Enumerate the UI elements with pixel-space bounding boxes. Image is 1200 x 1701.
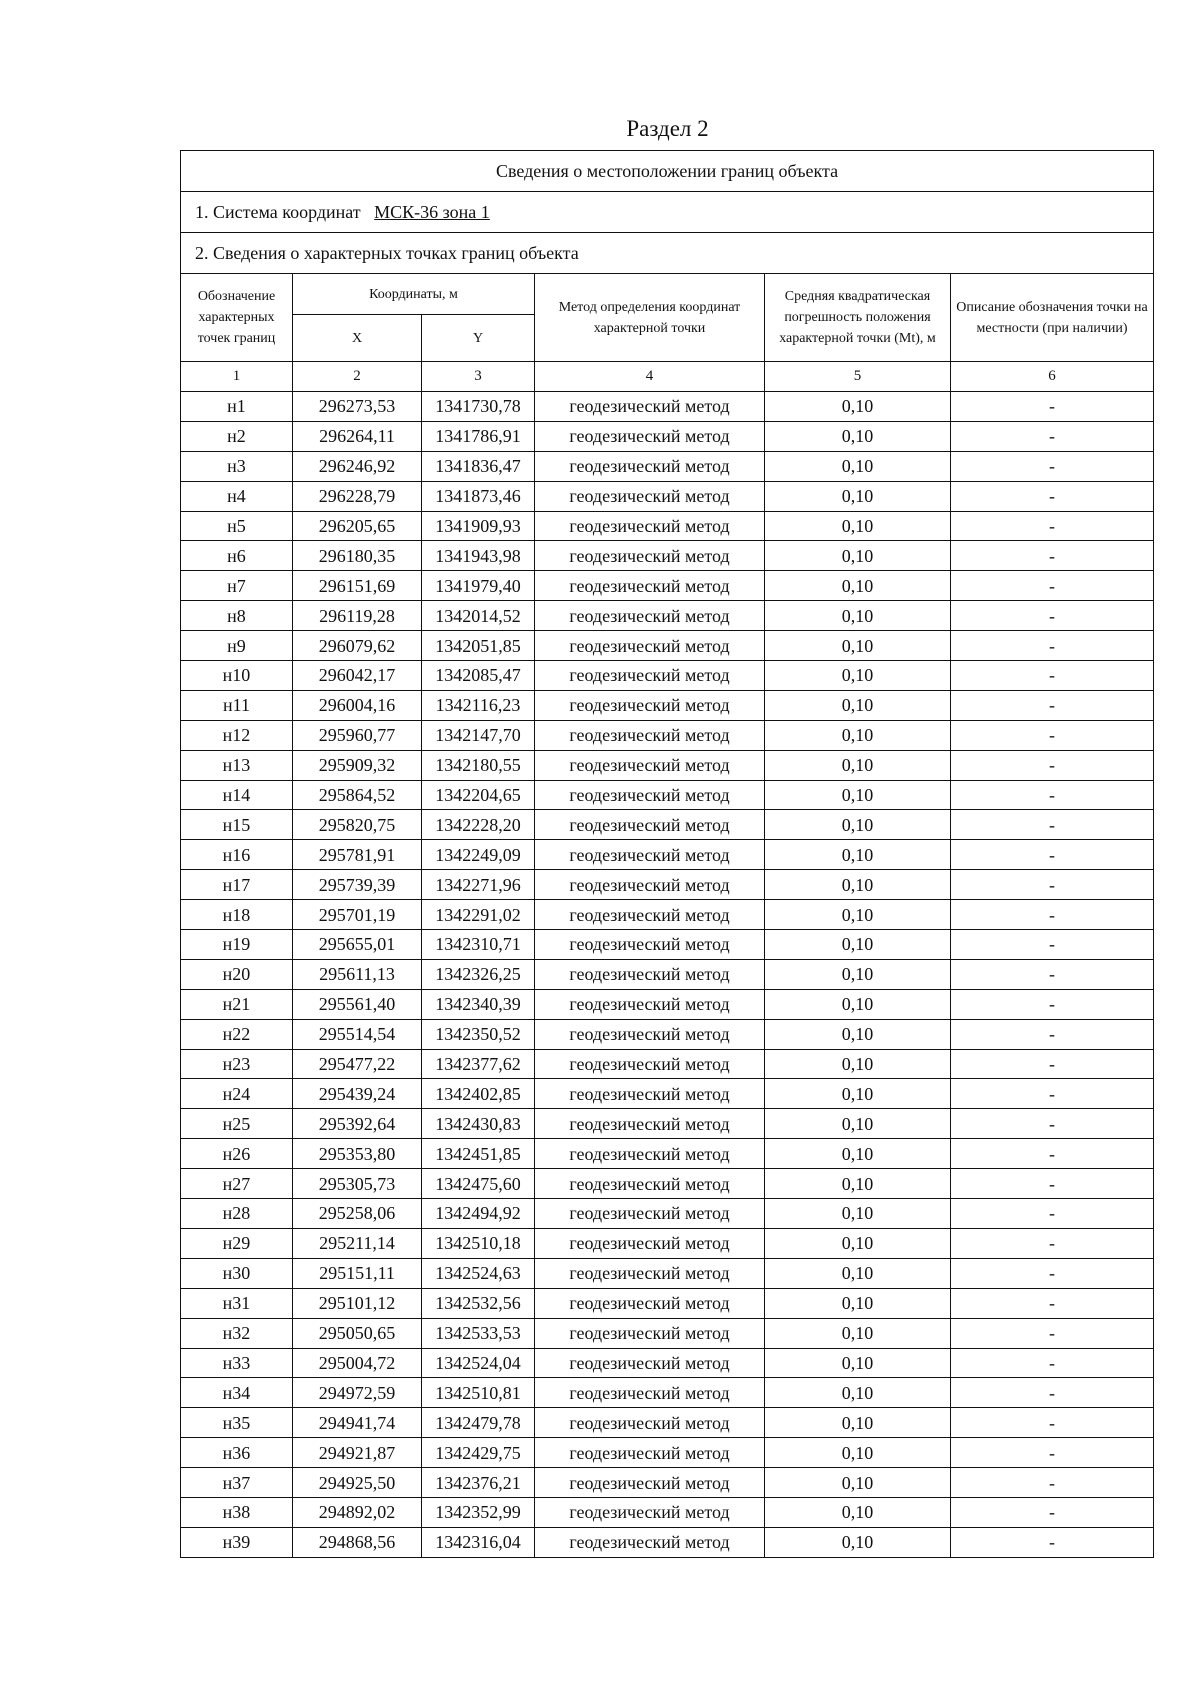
description: - (951, 1497, 1154, 1527)
description: - (951, 1378, 1154, 1408)
method: геодезический метод (535, 481, 765, 511)
column-number: 2 (293, 362, 422, 392)
point-id: н21 (181, 989, 293, 1019)
header-designation: Обозначение характерных точек границ (181, 274, 293, 362)
table-row (181, 810, 1154, 840)
point-id: н24 (181, 1079, 293, 1109)
table-row (181, 1019, 1154, 1049)
table-row (181, 571, 1154, 601)
table-row (181, 959, 1154, 989)
description: - (951, 930, 1154, 960)
column-number: 6 (951, 362, 1154, 392)
method: геодезический метод (535, 989, 765, 1019)
coord-x: 294925,50 (293, 1468, 422, 1498)
point-id: н19 (181, 930, 293, 960)
error: 0,10 (765, 750, 951, 780)
coord-x: 296042,17 (293, 661, 422, 691)
description: - (951, 720, 1154, 750)
coord-x: 295004,72 (293, 1348, 422, 1378)
error: 0,10 (765, 810, 951, 840)
error: 0,10 (765, 1527, 951, 1557)
point-id: н35 (181, 1408, 293, 1438)
description: - (951, 1408, 1154, 1438)
point-id: н3 (181, 451, 293, 481)
error: 0,10 (765, 1318, 951, 1348)
coord-y: 1342510,81 (422, 1378, 535, 1408)
method: геодезический метод (535, 661, 765, 691)
table-row (181, 661, 1154, 691)
coord-x: 295514,54 (293, 1019, 422, 1049)
method: геодезический метод (535, 959, 765, 989)
description: - (951, 1527, 1154, 1557)
method: геодезический метод (535, 750, 765, 780)
point-id: н34 (181, 1378, 293, 1408)
point-id: н6 (181, 541, 293, 571)
point-id: н2 (181, 421, 293, 451)
method: геодезический метод (535, 601, 765, 631)
header-coords: Координаты, м (293, 274, 535, 315)
description: - (951, 780, 1154, 810)
coord-y: 1342350,52 (422, 1019, 535, 1049)
description: - (951, 750, 1154, 780)
method: геодезический метод (535, 720, 765, 750)
coord-x: 296246,92 (293, 451, 422, 481)
error: 0,10 (765, 900, 951, 930)
method: геодезический метод (535, 1019, 765, 1049)
coord-x: 294941,74 (293, 1408, 422, 1438)
table-row (181, 481, 1154, 511)
coord-y: 1342510,18 (422, 1228, 535, 1258)
coord-y: 1341730,78 (422, 392, 535, 422)
point-id: н20 (181, 959, 293, 989)
point-id: н37 (181, 1468, 293, 1498)
table-row (181, 511, 1154, 541)
coord-y: 1342051,85 (422, 631, 535, 661)
coord-system-row (181, 192, 1154, 233)
error: 0,10 (765, 1109, 951, 1139)
coord-y: 1342479,78 (422, 1408, 535, 1438)
table-row (181, 1348, 1154, 1378)
point-id: н36 (181, 1438, 293, 1468)
error: 0,10 (765, 661, 951, 691)
point-id: н27 (181, 1169, 293, 1199)
description: - (951, 690, 1154, 720)
description: - (951, 571, 1154, 601)
coord-x: 295151,11 (293, 1258, 422, 1288)
error: 0,10 (765, 601, 951, 631)
method: геодезический метод (535, 690, 765, 720)
coord-y: 1341979,40 (422, 571, 535, 601)
point-id: н32 (181, 1318, 293, 1348)
table-row (181, 750, 1154, 780)
coord-system-label: 1. Система координат (195, 201, 361, 222)
table-row (181, 900, 1154, 930)
table-row (181, 1408, 1154, 1438)
error: 0,10 (765, 1288, 951, 1318)
method: геодезический метод (535, 930, 765, 960)
error: 0,10 (765, 690, 951, 720)
point-id: н17 (181, 870, 293, 900)
description: - (951, 1318, 1154, 1348)
method: геодезический метод (535, 1228, 765, 1258)
point-id: н30 (181, 1258, 293, 1288)
method: геодезический метод (535, 451, 765, 481)
error: 0,10 (765, 1408, 951, 1438)
coord-x: 296119,28 (293, 601, 422, 631)
column-number: 1 (181, 362, 293, 392)
error: 0,10 (765, 571, 951, 601)
coord-x: 295781,91 (293, 840, 422, 870)
error: 0,10 (765, 1348, 951, 1378)
table-row (181, 1497, 1154, 1527)
table-row (181, 1079, 1154, 1109)
point-id: н9 (181, 631, 293, 661)
coord-x: 296004,16 (293, 690, 422, 720)
method: геодезический метод (535, 1288, 765, 1318)
description: - (951, 481, 1154, 511)
point-id: н12 (181, 720, 293, 750)
coord-x: 296273,53 (293, 392, 422, 422)
method: геодезический метод (535, 870, 765, 900)
table-row (181, 930, 1154, 960)
table-row (181, 840, 1154, 870)
method: геодезический метод (535, 1079, 765, 1109)
method: геодезический метод (535, 1318, 765, 1348)
coord-y: 1342228,20 (422, 810, 535, 840)
header-method: Метод определения координат характерной точки (535, 274, 765, 362)
point-id: н4 (181, 481, 293, 511)
point-id: н8 (181, 601, 293, 631)
table-row (181, 451, 1154, 481)
error: 0,10 (765, 1079, 951, 1109)
coord-x: 295561,40 (293, 989, 422, 1019)
coord-x: 295439,24 (293, 1079, 422, 1109)
section-title: Раздел 2 (626, 116, 709, 141)
point-id: н25 (181, 1109, 293, 1139)
coord-y: 1342310,71 (422, 930, 535, 960)
table-row (181, 1438, 1154, 1468)
error: 0,10 (765, 930, 951, 960)
coord-y: 1342014,52 (422, 601, 535, 631)
method: геодезический метод (535, 1497, 765, 1527)
error: 0,10 (765, 1468, 951, 1498)
error: 0,10 (765, 870, 951, 900)
table-row (181, 1199, 1154, 1229)
error: 0,10 (765, 481, 951, 511)
coord-y: 1342377,62 (422, 1049, 535, 1079)
description: - (951, 661, 1154, 691)
coord-y: 1342085,47 (422, 661, 535, 691)
header-error: Средняя квадратическая погрешность положения характерной точки (Mt), м (765, 274, 951, 362)
header-description: Описание обозначения точки на местности (при наличии) (951, 274, 1154, 362)
description: - (951, 541, 1154, 571)
coord-x: 295701,19 (293, 900, 422, 930)
method: геодезический метод (535, 810, 765, 840)
column-number: 5 (765, 362, 951, 392)
coord-y: 1342429,75 (422, 1438, 535, 1468)
table-row (181, 720, 1154, 750)
coord-y: 1342533,53 (422, 1318, 535, 1348)
point-id: н10 (181, 661, 293, 691)
point-id: н33 (181, 1348, 293, 1378)
error: 0,10 (765, 1497, 951, 1527)
coord-x: 295353,80 (293, 1139, 422, 1169)
table-row (181, 1527, 1154, 1557)
description: - (951, 1288, 1154, 1318)
table-row (181, 1378, 1154, 1408)
table-row (181, 631, 1154, 661)
error: 0,10 (765, 1049, 951, 1079)
method: геодезический метод (535, 1109, 765, 1139)
table-row (181, 421, 1154, 451)
table-title: Сведения о местоположении границ объекта (181, 151, 1154, 192)
point-id: н23 (181, 1049, 293, 1079)
coord-x: 295739,39 (293, 870, 422, 900)
coord-y: 1342326,25 (422, 959, 535, 989)
column-number: 3 (422, 362, 535, 392)
point-id: н26 (181, 1139, 293, 1169)
method: геодезический метод (535, 900, 765, 930)
method: геодезический метод (535, 840, 765, 870)
coord-y: 1342340,39 (422, 989, 535, 1019)
coord-y: 1341786,91 (422, 421, 535, 451)
table-row (181, 1109, 1154, 1139)
method: геодезический метод (535, 1199, 765, 1229)
point-id: н7 (181, 571, 293, 601)
description: - (951, 631, 1154, 661)
coord-y: 1342524,63 (422, 1258, 535, 1288)
description: - (951, 989, 1154, 1019)
description: - (951, 392, 1154, 422)
description: - (951, 1348, 1154, 1378)
error: 0,10 (765, 959, 951, 989)
coord-x: 295820,75 (293, 810, 422, 840)
point-id: н1 (181, 392, 293, 422)
point-id: н13 (181, 750, 293, 780)
table-row (181, 1139, 1154, 1169)
coord-x: 294868,56 (293, 1527, 422, 1557)
points-title: 2. Сведения о характерных точках границ объекта (181, 233, 1154, 274)
error: 0,10 (765, 1258, 951, 1288)
point-id: н5 (181, 511, 293, 541)
coord-y: 1342494,92 (422, 1199, 535, 1229)
method: геодезический метод (535, 1258, 765, 1288)
coord-x: 296228,79 (293, 481, 422, 511)
point-id: н39 (181, 1527, 293, 1557)
error: 0,10 (765, 631, 951, 661)
coord-x: 294921,87 (293, 1438, 422, 1468)
point-id: н15 (181, 810, 293, 840)
coord-y: 1342402,85 (422, 1079, 535, 1109)
table-row (181, 601, 1154, 631)
description: - (951, 421, 1154, 451)
coord-x: 295392,64 (293, 1109, 422, 1139)
coord-y: 1342532,56 (422, 1288, 535, 1318)
coord-y: 1341943,98 (422, 541, 535, 571)
error: 0,10 (765, 511, 951, 541)
coord-system-value: МСК-36 зона 1 (374, 201, 490, 222)
error: 0,10 (765, 840, 951, 870)
coord-x: 294892,02 (293, 1497, 422, 1527)
coord-y: 1342430,83 (422, 1109, 535, 1139)
coord-y: 1342180,55 (422, 750, 535, 780)
description: - (951, 1199, 1154, 1229)
coord-y: 1342524,04 (422, 1348, 535, 1378)
table-row (181, 1318, 1154, 1348)
point-id: н29 (181, 1228, 293, 1258)
method: геодезический метод (535, 1348, 765, 1378)
coord-y: 1341836,47 (422, 451, 535, 481)
description: - (951, 1049, 1154, 1079)
coord-x: 295101,12 (293, 1288, 422, 1318)
error: 0,10 (765, 421, 951, 451)
table-row (181, 989, 1154, 1019)
description: - (951, 1468, 1154, 1498)
table-row (181, 780, 1154, 810)
coord-x: 295611,13 (293, 959, 422, 989)
coord-y: 1342475,60 (422, 1169, 535, 1199)
coord-x: 296151,69 (293, 571, 422, 601)
description: - (951, 1169, 1154, 1199)
coord-y: 1342291,02 (422, 900, 535, 930)
description: - (951, 959, 1154, 989)
method: геодезический метод (535, 1139, 765, 1169)
error: 0,10 (765, 1169, 951, 1199)
description: - (951, 1019, 1154, 1049)
error: 0,10 (765, 1199, 951, 1229)
error: 0,10 (765, 1228, 951, 1258)
coord-x: 295050,65 (293, 1318, 422, 1348)
coord-x: 296205,65 (293, 511, 422, 541)
error: 0,10 (765, 989, 951, 1019)
boundary-points-table (180, 150, 1154, 1558)
method: геодезический метод (535, 1049, 765, 1079)
coord-y: 1342451,85 (422, 1139, 535, 1169)
method: геодезический метод (535, 541, 765, 571)
method: геодезический метод (535, 511, 765, 541)
coord-x: 295305,73 (293, 1169, 422, 1199)
header-y: Y (422, 315, 535, 362)
coord-y: 1342376,21 (422, 1468, 535, 1498)
error: 0,10 (765, 1378, 951, 1408)
point-id: н16 (181, 840, 293, 870)
error: 0,10 (765, 541, 951, 571)
error: 0,10 (765, 1438, 951, 1468)
coord-y: 1342271,96 (422, 870, 535, 900)
coord-x: 295909,32 (293, 750, 422, 780)
method: геодезический метод (535, 780, 765, 810)
column-number: 4 (535, 362, 765, 392)
point-id: н22 (181, 1019, 293, 1049)
coord-x: 295655,01 (293, 930, 422, 960)
error: 0,10 (765, 1019, 951, 1049)
error: 0,10 (765, 1139, 951, 1169)
coord-y: 1342116,23 (422, 690, 535, 720)
method: геодезический метод (535, 571, 765, 601)
coord-y: 1342204,65 (422, 780, 535, 810)
coord-y: 1341909,93 (422, 511, 535, 541)
table-row (181, 392, 1154, 422)
table-row (181, 690, 1154, 720)
table-row (181, 1258, 1154, 1288)
method: геодезический метод (535, 1169, 765, 1199)
description: - (951, 900, 1154, 930)
description: - (951, 601, 1154, 631)
description: - (951, 1258, 1154, 1288)
coord-y: 1342249,09 (422, 840, 535, 870)
table-row (181, 1228, 1154, 1258)
description: - (951, 1228, 1154, 1258)
description: - (951, 840, 1154, 870)
description: - (951, 1109, 1154, 1139)
coord-x: 294972,59 (293, 1378, 422, 1408)
description: - (951, 1079, 1154, 1109)
table-row (181, 870, 1154, 900)
point-id: н18 (181, 900, 293, 930)
description: - (951, 870, 1154, 900)
coord-y: 1341873,46 (422, 481, 535, 511)
description: - (951, 1139, 1154, 1169)
table-row (181, 1169, 1154, 1199)
coord-y: 1342352,99 (422, 1497, 535, 1527)
table-row (181, 1468, 1154, 1498)
description: - (951, 810, 1154, 840)
description: - (951, 511, 1154, 541)
method: геодезический метод (535, 1527, 765, 1557)
table-row (181, 1049, 1154, 1079)
coord-x: 296180,35 (293, 541, 422, 571)
method: геодезический метод (535, 631, 765, 661)
coord-x: 296079,62 (293, 631, 422, 661)
method: геодезический метод (535, 1468, 765, 1498)
point-id: н31 (181, 1288, 293, 1318)
method: геодезический метод (535, 1408, 765, 1438)
point-id: н38 (181, 1497, 293, 1527)
header-x: X (293, 315, 422, 362)
description: - (951, 1438, 1154, 1468)
point-id: н14 (181, 780, 293, 810)
method: геодезический метод (535, 421, 765, 451)
coord-x: 295211,14 (293, 1228, 422, 1258)
table-row (181, 1288, 1154, 1318)
point-id: н28 (181, 1199, 293, 1229)
coord-x: 295477,22 (293, 1049, 422, 1079)
table-row (181, 541, 1154, 571)
coord-x: 295258,06 (293, 1199, 422, 1229)
coord-x: 295960,77 (293, 720, 422, 750)
coord-y: 1342147,70 (422, 720, 535, 750)
coord-y: 1342316,04 (422, 1527, 535, 1557)
method: геодезический метод (535, 1438, 765, 1468)
method: геодезический метод (535, 1378, 765, 1408)
point-id: н11 (181, 690, 293, 720)
error: 0,10 (765, 392, 951, 422)
coord-x: 295864,52 (293, 780, 422, 810)
error: 0,10 (765, 451, 951, 481)
error: 0,10 (765, 720, 951, 750)
error: 0,10 (765, 780, 951, 810)
description: - (951, 451, 1154, 481)
method: геодезический метод (535, 392, 765, 422)
coord-x: 296264,11 (293, 421, 422, 451)
